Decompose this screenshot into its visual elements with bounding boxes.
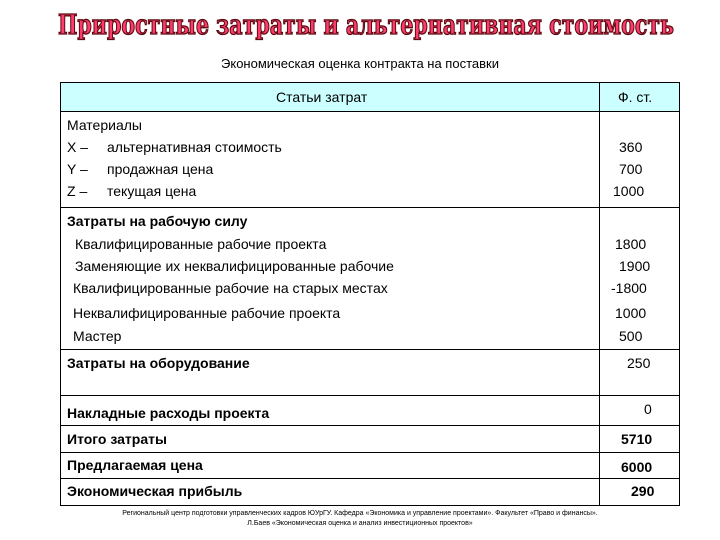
row-divider	[61, 207, 679, 208]
profit-label: Экономическая прибыль	[67, 483, 243, 499]
labour-r1-label: Квалифицированные рабочие проекта	[75, 236, 327, 252]
labour-r1-value: 1800	[615, 236, 647, 252]
equipment-value: 250	[627, 355, 651, 371]
x-letter: X –	[67, 139, 89, 155]
labour-r3-label: Квалифицированные рабочие на старых местах	[73, 280, 388, 296]
row-divider	[61, 452, 679, 453]
y-value: 700	[619, 161, 643, 177]
labour-r3-value: -1800	[611, 280, 647, 296]
z-label: текущая цена	[107, 183, 197, 199]
footer-line-2: Л.Баев «Экономическая оценка и анализ инвестиционных проектов»	[247, 520, 473, 527]
price-value: 6000	[621, 459, 653, 475]
labour-r2-label: Заменяющие их неквалифицированные рабочие	[75, 258, 394, 274]
page-title	[0, 2, 720, 42]
labour-heading: Затраты на рабочую силу	[67, 213, 248, 229]
z-value: 1000	[613, 183, 645, 199]
total-label: Итого затраты	[67, 431, 167, 447]
labour-r5-label: Мастер	[73, 328, 122, 344]
price-label: Предлагаемая цена	[67, 457, 203, 473]
x-value: 360	[619, 139, 643, 155]
z-letter: Z –	[67, 183, 88, 199]
footer-line-1: Региональный центр подготовки управленческих кадров ЮУрГУ. Кафедра «Экономика и управление проектами». Факультет «Право и финансы».	[122, 510, 598, 517]
labour-r4-label: Неквалифицированные рабочие проекта	[73, 305, 341, 321]
page-title-text: Приростные затраты и альтернативная стоимость	[58, 10, 674, 41]
total-value: 5710	[621, 431, 653, 447]
overhead-label: Накладные расходы проекта	[67, 405, 270, 421]
column-divider	[599, 83, 600, 505]
labour-r5-value: 500	[619, 328, 643, 344]
labour-r2-value: 1900	[619, 258, 651, 274]
table-caption: Экономическая оценка контракта на поставки	[221, 56, 499, 71]
row-divider	[61, 425, 679, 426]
overhead-value: 0	[644, 401, 652, 417]
x-label: альтернативная стоимость	[107, 139, 282, 155]
table-header	[61, 83, 679, 112]
y-label: продажная цена	[107, 161, 214, 177]
row-divider	[61, 349, 679, 350]
equipment-label: Затраты на оборудование	[67, 355, 250, 371]
labour-r4-value: 1000	[615, 305, 647, 321]
row-divider	[61, 395, 679, 396]
row-divider	[61, 478, 679, 479]
materials-heading: Материалы	[67, 117, 142, 133]
header-value: Ф. ст.	[618, 89, 653, 105]
cost-table	[60, 82, 680, 506]
profit-value: 290	[631, 483, 655, 499]
header-items: Статьи затрат	[276, 89, 368, 105]
y-letter: Y –	[67, 161, 88, 177]
